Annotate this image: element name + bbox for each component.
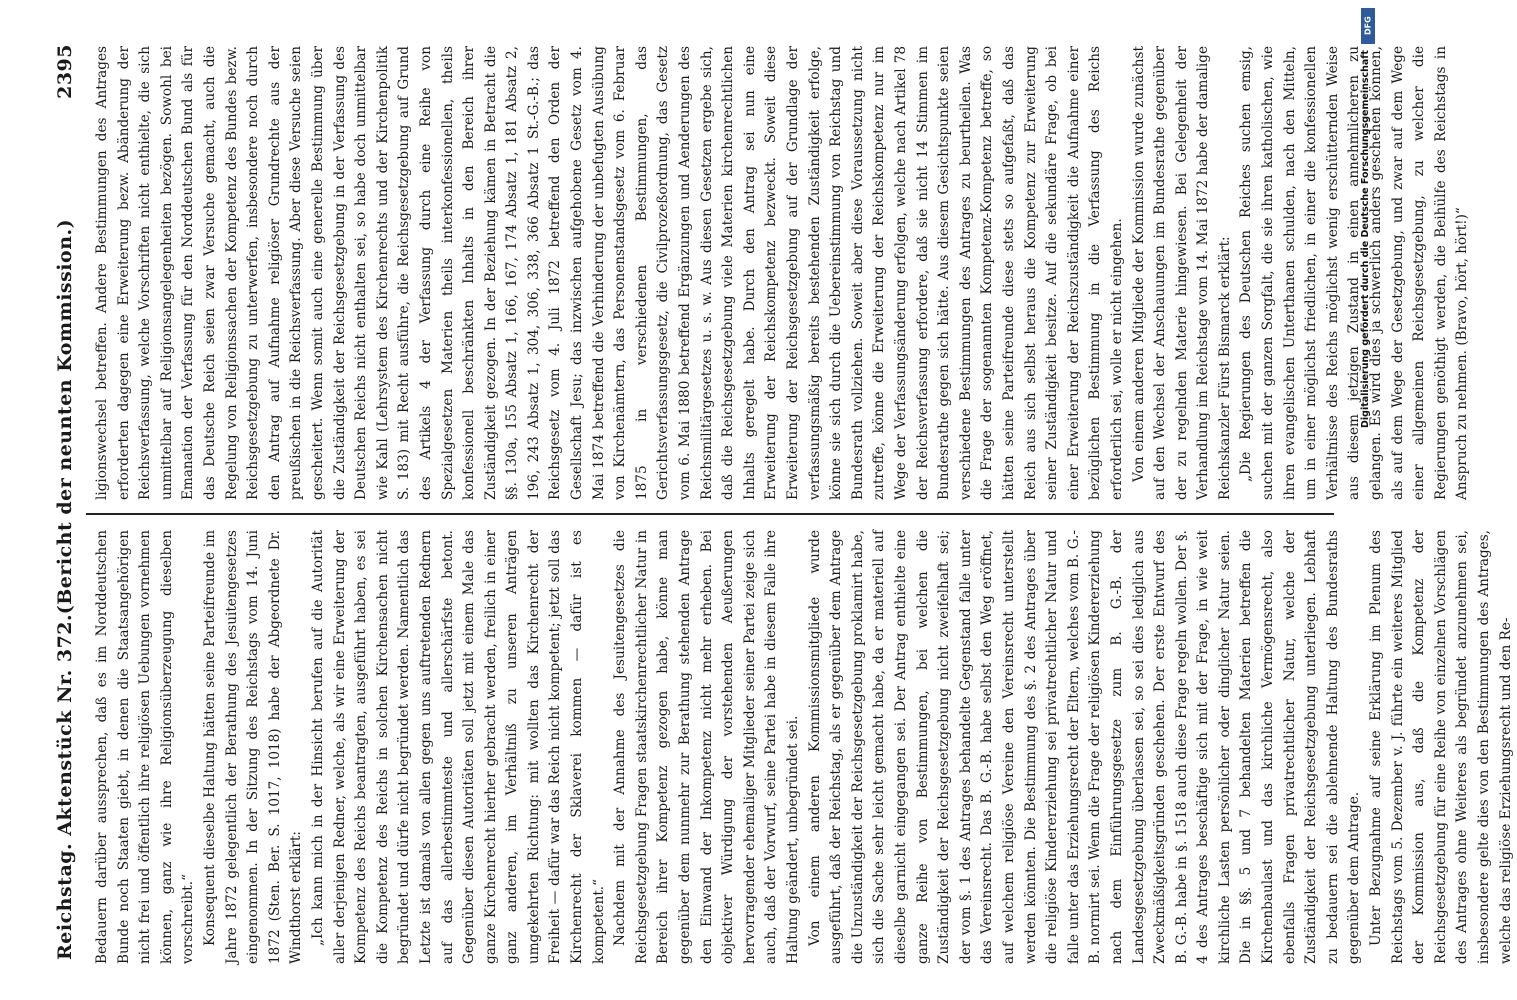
- header-section-title: (Bericht der neunten Kommission.): [54, 218, 76, 615]
- column-divider: [86, 513, 1334, 515]
- paragraph: ligionswechsel betreffen. Andere Bestimmungen des Antrages erforderten dagegen eine Erweiterung bezw. Abänderung der Reichsverfassung, welche Vorschriften nicht enthielte, die sich unmittelbar auf Religionsangelegenheiten bezögen. Sowohl bei Emanation der Verfassung für den Norddeutschen Bund als für das Deutsche Reich seien zwar Versuche gemacht, auch die Regelung von Religionssachen der Kompetenz des Bundes bezw. Reichsgesetzgebung zu unterwerfen, insbesondere noch durch den Antrag auf Aufnahme religiöser Grundrechte aus der preußischen in die Reichsverfassung. Aber diese Versuche seien gescheitert. Wenn somit auch eine generelle Bestimmung über die Zuständigkeit der Reichsgesetzgebung in der Verfassung des Deutschen Reichs nicht enthalten sei, so habe doch unmittelbar wie Kahl (Lehrsystem des Kirchenrechts und der Kirchenpolitik S. 183) mit Recht ausführe, die Reichsgesetzgebung auf Grund des Artikels 4 der Verfassung durch eine Reihe von Spezialgesetzen Materien theils interkonfessionellen, theils konfessionell beschränkten Inhalts in den Bereich ihrer Zuständigkeit gezogen. In der Beziehung kämen in Betracht die §§. 130a, 155 Absatz 1, 166, 167, 174 Absatz 1, 181 Absatz 2, 196, 243 Absatz 1, 304, 306, 338, 366 Absatz 1 St.-G.-B.; das Reichsgesetz vom 4. Juli 1872 betreffend den Orden der Gesellschaft Jesu; das inzwischen aufgehobene Gesetz vom 4. Mai 1874 betreffend die Verhinderung der unbefugten Ausübung von Kirchenämtern, das Personenstandsgesetz vom 6. Februar 1875 in verschiedenen Bestimmungen, das Gerichtsverfassungsgesetz, die Civilprozeßordnung, das Gesetz vom 6. Mai 1880 betreffend Ergänzungen und Aenderungen des Reichsmilitärgesetzes u. s. w. Aus diesen Gesetzen ergebe sich, daß die Reichsgesetzgebung viele Materien kirchenrechtlichen Inhalts geregelt habe. Durch den Antrag sei nun eine Erweiterung der Reichskompetenz bezweckt. Soweit diese Erweiterung der Reichsgesetzgebung auf der Grundlage der verfassungsmäßig bereits bestehenden Zuständigkeit erfolge, könne sie sich durch die Uebereinstimmung von Reichstag und Bundesrath vollziehen. Soweit aber diese Voraussetzung nicht zutreffe, könne die Erweiterung der Reichskompetenz nur im Wege der Verfassungsänderung erfolgen, welche nach Artikel 78 der Reichsverfassung erfordere, daß sie nicht 14 Stimmen im Bundesrathe gegen sich hätte. Aus diesem Gesichtspunkte seien verschiedene Bestimmungen des Antrages zu beurtheilen. Was die Frage der sogenannten Kompetenz-Kompetenz betreffe, so hätten seine Parteifreunde diese stets so aufgefaßt, daß das Reich aus sich selbst heraus die Kompetenz zur Erweiterung seiner Zuständigkeit besitze. Auf die sekundäre Frage, ob bei einer Erweiterung der Reichszuständigkeit die Aufnahme einer bezüglichen Bestimmung in die Verfassung des Reichs erforderlich sei, wolle er nicht eingehen.: [94, 46, 1125, 500]
- page-number: 2395: [54, 44, 76, 99]
- page-header: [42, 30, 88, 970]
- paragraph: Konsequent dieselbe Haltung hätten seine Parteifreunde im Jahre 1872 gelegentlich der Berathung des Jesuitengesetzes eingenommen. In der Sitzung des Reichstags vom 14. Juni 1872 (Sten. Ber. S. 1017, 1018) habe der Abgeordnete Dr. Windthorst erklärt:: [201, 530, 305, 964]
- header-left-title: Reichstag. Aktenstück Nr. 372.: [54, 613, 76, 960]
- left-text-column: [92, 530, 1514, 964]
- paragraph: Unter Bezugnahme auf seine Erklärung im Plenum des Reichstags vom 5. Dezember v. J. führte ein weiteres Mitglied der Kommission aus, daß die Kompetenz der Reichsgesetzgebung für eine Reihe von einzelnen Vorschlägen des Antrages ohne Weiteres als begründet anzunehmen sei, insbesondere gelte dies von den Bestimmungen des Antrages, welche das religiöse Erziehungsrecht und den Re-: [1368, 530, 1514, 964]
- digitization-credit: Digitalisierung gefördert durch die Deutsche Forschungsgemeinschaft: [1360, 50, 1371, 428]
- header-right-title: [54, 44, 76, 614]
- dfg-logo-icon: DFG: [1361, 8, 1375, 44]
- quote-paragraph: „Ich kann mich in der Hinsicht berufen auf die Autorität aller derjenigen Redner, welche, als wir eine Erweiterung der Kompetenz des Reichs beantragten, ausgeführt haben, es sei die Kompetenz des Reichs in solchen Kirchensachen nicht begründet und dürfe nicht begründet werden. Namentlich das Letzte ist damals von allen gegen uns auftretenden Rednern auf das allerbestimmteste und allerschärfste betont. Gegenüber diesen Autoritäten soll jetzt mit einem Male das ganze Kirchenrecht hierher gebracht werden, freilich in einer ganz anderen, im Verhältniß zu unseren Anträgen umgekehrten Richtung: mit wollten das Kirchenrecht der Freiheit — dafür war das Reich nicht kompetent; jetzt soll das Kirchenrecht der Sklaverei kommen — dafür ist es kompetent.“: [309, 530, 607, 964]
- paragraph: Nachdem mit der Annahme des Jesuitengesetzes die Reichsgesetzgebung Fragen staatskirchenrechtlicher Natur in Bereich ihrer Kompetenz gezogen habe, könne man gegenüber dem nunmehr zur Berathung stehenden Antrage den Einwand der Inkompetenz nicht mehr erheben. Bei objektiver Würdigung der vorstehenden Aeußerungen hervorragender ehemaliger Mitglieder seiner Partei zeige sich auch, daß der Vorwurf, seine Partei habe in diesem Falle ihre Haltung geändert, unbegründet sei.: [612, 530, 801, 964]
- quote-paragraph: „Die Regierungen des Deutschen Reiches suchen emsig, suchen mit der ganzen Sorgfalt, die sie ihren katholischen, wie ihren evangelischen Unterthanen schulden, nach den Mitteln, um in einer möglichst friedlichen, in einer die konfessionellen Verhältnisse des Reichs möglichst wenig erschütternden Weise aus diesem jetzigen Zustand in einen annehmlicheren zu gelangen. Es wird dies ja schwerlich anders geschehen können, als auf dem Wege der Gesetzgebung, und zwar auf dem Wege einer allgemeinen Reichsgesetzgebung, zu welcher die Regierungen genöthigt werden, die Beihülfe des Reichstags in Anspruch zu nehmen. (Bravo, hört, hört!)“: [1238, 46, 1471, 500]
- paragraph: Von einem anderen Mitgliede der Kommission wurde zunächst auf den Wechsel der Anschauungen im Bundesrathe gegenüber der zu regelnden Materie hingewiesen. Bei Gelegenheit der Verhandlung im Reichstage vom 14. Mai 1872 habe der damalige Reichskanzler Fürst Bismarck erklärt:: [1130, 46, 1233, 500]
- paragraph: Bedauern darüber aussprechen, daß es im Norddeutschen Bunde noch Staaten giebt, in denen die Staatsangehörigen nicht frei und öffentlich ihre religiösen Uebungen vornehmen können, ganz wie ihre Religionsüberzeugung dieselben vorschreibt.“: [94, 530, 197, 964]
- paragraph: Von einem anderen Kommissionsmitgliede wurde ausgeführt, daß der Reichstag, als er gegenüber dem Antrage die Unzuständigkeit der Reichsgesetzgebung proklamirt habe, sich die Sache sehr leicht gemacht habe, da er materiell auf dieselbe garnicht eingegangen sei. Der Antrag enthielte eine ganze Reihe von Bestimmungen, bei welchen die Zuständigkeit der Reichsgesetzgebung nicht zweifelhaft sei; der vom §. 1 des Antrages behandelte Gegenstand falle unter das Vereinsrecht. Das B. G.-B. habe selbst den Weg eröffnet, auf welchem religiöse Vereine den Vereinsrecht unterstellt werden könnten. Die Bestimmung des §. 2 des Antrages über die religiöse Kindererziehung sei privatrechtlicher Natur und falle unter das Erziehungsrecht der Eltern, welches vom B. G.-B. normirt sei. Wenn die Frage der religiösen Kindererziehung nach dem Einführungsgesetze zum B. G.-B. der Landesgesetzgebung überlassen sei, so sei dies lediglich aus Zweckmäßigkeitsgründen geschehen. Der erste Entwurf des B. G.-B. habe in §. 1518 auch diese Frage regeln wollen. Der §. 4 des Antrages beschäftige sich mit der Frage, in wie weit kirchliche Lasten persönlicher oder dinglicher Natur seien. Die in §§. 5 und 7 behandelten Materien betreffen die Kirchenbaulast und das kirchliche Vermögensrecht, also ebenfalls Fragen privatrechtlicher Natur, welche der Zuständigkeit der Reichsgesetzgebung unterliegen. Lebhaft zu bedauern sei die ablehnende Haltung des Bundesraths gegenüber dem Antrage.: [806, 530, 1363, 964]
